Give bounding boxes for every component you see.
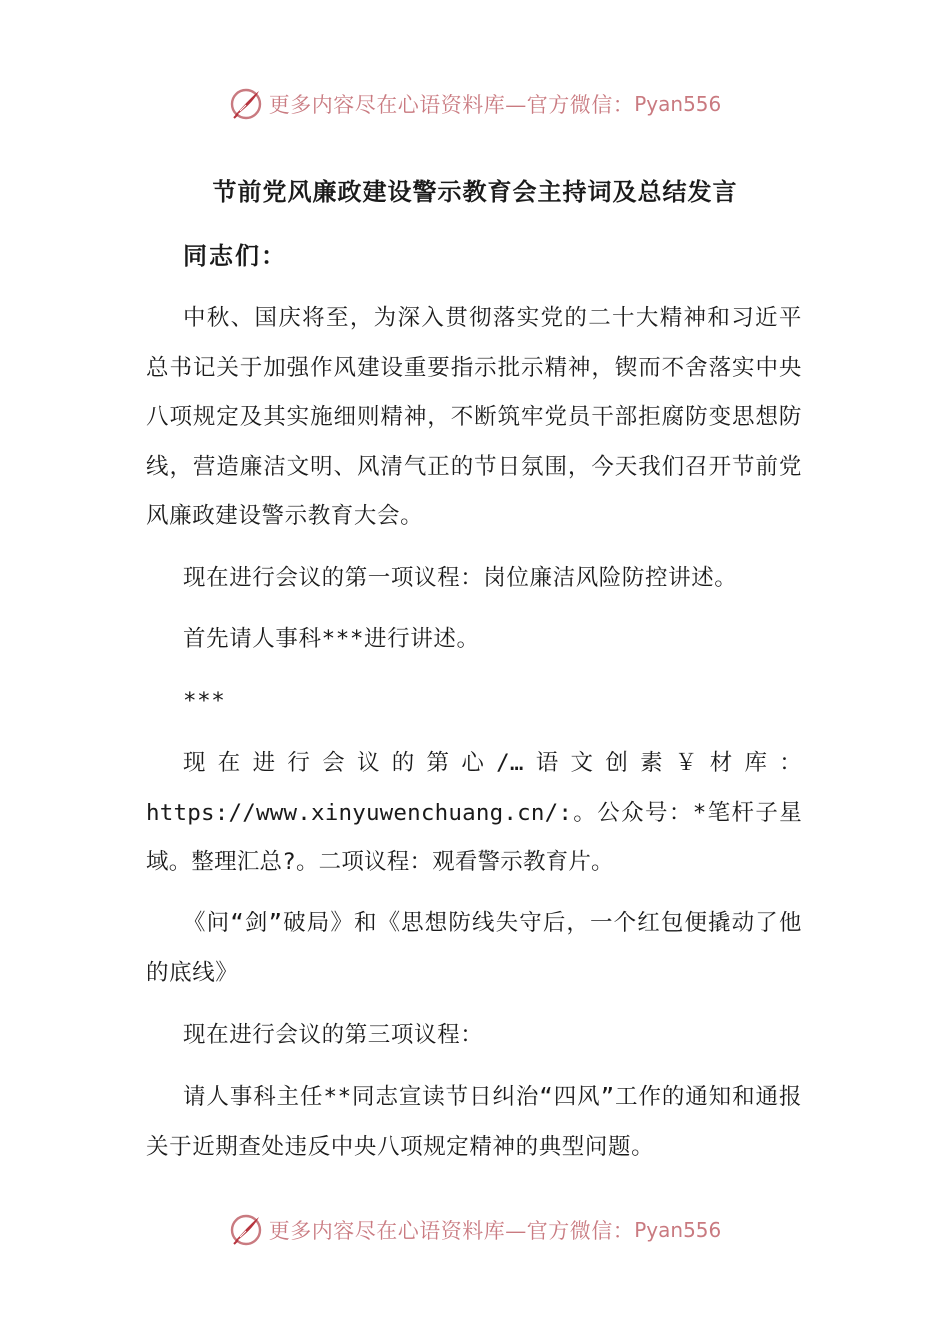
- paragraph-speaker-placeholder: ***: [183, 688, 226, 714]
- document-title: 节前党风廉政建设警示教育会主持词及总结发言: [212, 177, 738, 206]
- quill-pen-logo-icon: [229, 1213, 263, 1247]
- quill-pen-logo-icon: [229, 87, 263, 121]
- wechat-id: Pyan556: [634, 92, 722, 116]
- wechat-id: Pyan556: [634, 1218, 722, 1242]
- footer-banner: [0, 1210, 950, 1250]
- banner-text: 更多内容尽在心语资料库—官方微信：: [268, 1219, 635, 1243]
- paragraph-intro: 中秋、国庆将至，为深入贯彻落实党的二十大精神和习近平总书记关于加强作风建设重要指示批示精神，锲而不舍落实中央八项规定及其实施细则精神，不断筑牢党员干部拒腐防变思想防线，营造廉洁文明、风清气正的节日氛围，今天我们召开节前党风廉政建设警示教育大会。: [146, 305, 802, 529]
- paragraph-first-speaker: 首先请人事科***进行讲述。: [183, 626, 480, 652]
- salutation: 同志们：: [183, 241, 287, 270]
- banner-text: 更多内容尽在心语资料库—官方微信：: [268, 93, 635, 117]
- paragraph-films: 《问“剑”破局》和《思想防线失守后，一个红包便撬动了他的底线》: [146, 910, 802, 986]
- header-banner: [0, 84, 950, 124]
- paragraph-agenda-2: 现在进行会议的第心/…语文创素￥材库：https://www.xinyuwenchuang.cn/:。公众号：*笔杆子星域。整理汇总?。二项议程：观看警示教育片。: [146, 750, 802, 875]
- paragraph-agenda-1: 现在进行会议的第一项议程：岗位廉洁风险防控讲述。: [183, 565, 738, 591]
- paragraph-notice: 请人事科主任**同志宣读节日纠治“四风”工作的通知和通报关于近期查处违反中央八项规定精神的典型问题。: [146, 1084, 802, 1160]
- paragraph-agenda-3: 现在进行会议的第三项议程：: [183, 1022, 484, 1048]
